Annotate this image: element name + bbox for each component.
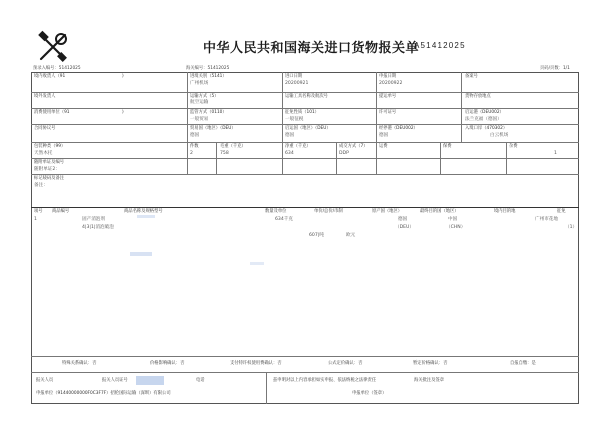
insurance-label: 保费 bbox=[443, 144, 452, 149]
freight-label: 运费 bbox=[379, 144, 388, 149]
record-no-label: 备案号 bbox=[465, 74, 478, 79]
terms-value: DDP bbox=[339, 151, 349, 156]
entry-port-value: 广州机场 bbox=[190, 81, 209, 86]
transport-label: 运输方式（5） bbox=[190, 94, 219, 99]
declaring-unit-seal-label: 申报单位（签章） bbox=[352, 391, 387, 396]
customs-no-label: 海关编号： bbox=[186, 66, 208, 71]
document-number: A51412025 bbox=[414, 41, 466, 50]
vehicle-label: 运输工具名称及航次号 bbox=[285, 94, 328, 99]
consumer-paren: ) bbox=[122, 110, 124, 115]
declarant-label: 报关人员 bbox=[36, 378, 54, 383]
entry-port-label: 进境关别（5141） bbox=[190, 74, 227, 79]
declare-date-value: 20200922 bbox=[379, 81, 403, 86]
supervision-label: 监管方式（0110） bbox=[190, 110, 227, 115]
price-influence-confirm: 价格影响确认：否 bbox=[150, 361, 185, 366]
goods-qty1: 634千克 bbox=[275, 217, 293, 222]
gross-weight-value: 758 bbox=[220, 151, 229, 156]
docs-value: 随附单证2： bbox=[34, 167, 60, 172]
customs-no-value: 51412025 bbox=[207, 66, 230, 71]
misc-value: 1 bbox=[554, 151, 557, 156]
declaring-unit: 申报单位（91440000000F0C3F7F）招伦国际运输（深圳）有限公司 bbox=[36, 391, 171, 396]
storage-label: 货物存放地点 bbox=[465, 94, 491, 99]
provisional-price-confirm: 暂定价格确认：否 bbox=[413, 361, 448, 366]
trade-country-value: 德国 bbox=[190, 133, 200, 138]
package-value: 天然木托 bbox=[34, 151, 53, 156]
redaction-mark bbox=[250, 262, 264, 265]
origin-port-label: 启运港（DEU002） bbox=[465, 110, 504, 115]
origin-country-value: 德国 bbox=[285, 133, 295, 138]
net-weight-label: 净重（千克） bbox=[285, 144, 311, 149]
self-report-confirm: 自报自缴：是 bbox=[510, 361, 536, 366]
goods-origin: 德国 bbox=[398, 217, 408, 222]
marks-label: 标记唛码及备注 bbox=[34, 176, 65, 181]
goods-qty2: 607|吨 bbox=[309, 233, 324, 238]
goods-name-line2: 4|3|1|消泡破泡 bbox=[82, 225, 114, 230]
levy-value: 一般征税 bbox=[285, 117, 304, 122]
misc-label: 杂费 bbox=[509, 144, 518, 149]
redaction-mark bbox=[137, 215, 155, 218]
goods-header-levy: 征免 bbox=[557, 209, 566, 214]
goods-currency: 欧元 bbox=[346, 233, 356, 238]
terms-label: 成交方式（7） bbox=[339, 144, 368, 149]
redaction-mark bbox=[136, 376, 164, 385]
overseas-shipper-label: 境外发货人 bbox=[34, 94, 56, 99]
formula-pricing-confirm: 公式定价确认：否 bbox=[328, 361, 363, 366]
prerecord-value: 51412025 bbox=[58, 66, 81, 71]
goods-header-price: 单价/总价/币制 bbox=[314, 209, 343, 214]
consignee-paren: ) bbox=[122, 74, 124, 79]
page-label: 页码/页数： bbox=[540, 66, 563, 71]
goods-header-domestic: 境内目的地 bbox=[494, 209, 516, 214]
page-value: 1/1 bbox=[562, 66, 570, 71]
goods-origin-code: （DEU） bbox=[395, 225, 414, 230]
goods-domestic: 广州市花地 bbox=[535, 217, 558, 222]
contract-label: 合同协议号 bbox=[34, 126, 56, 131]
customs-remark-label: 海关批注及签章 bbox=[414, 378, 445, 383]
prerecord-label: 预录入编号： bbox=[33, 66, 59, 71]
royalty-confirm: 支付特许权使用费确认：否 bbox=[230, 361, 282, 366]
goods-dest: 中国 bbox=[448, 217, 458, 222]
goods-header-qty: 数量及单位 bbox=[265, 209, 287, 214]
consumer-label: 消费使用单位（91 bbox=[34, 110, 70, 115]
declarant-cert-label: 报关人员证号 bbox=[102, 378, 128, 383]
entry-place-label: 入境口岸（470302） bbox=[465, 126, 508, 131]
goods-levy-code: （1） bbox=[565, 225, 578, 230]
customs-emblem bbox=[36, 30, 70, 64]
net-weight-value: 634 bbox=[285, 151, 294, 156]
goods-header-origin: 原产国（地区） bbox=[372, 209, 403, 214]
goods-header-no: 项号 bbox=[34, 209, 43, 214]
remarks-value: 备注： bbox=[34, 183, 48, 188]
pieces-label: 件数 bbox=[190, 144, 199, 149]
origin-country-label: 启运国（地区）（DEU） bbox=[285, 126, 331, 131]
pieces-value: 2 bbox=[190, 151, 193, 156]
entry-place-value: 白云机场 bbox=[490, 133, 509, 138]
goods-name-line1: 固产消泡剂 bbox=[82, 217, 105, 222]
customs-emblem-icon bbox=[36, 30, 70, 64]
goods-header-dest: 最终目的国（地区） bbox=[420, 209, 459, 214]
import-date-value: 20200921 bbox=[285, 81, 309, 86]
package-label: 包装种类（99） bbox=[34, 144, 66, 149]
consignee-label: 境内收货人（91 bbox=[34, 74, 66, 79]
goods-dest-code: （CHN） bbox=[446, 225, 466, 230]
origin-port-value: 法兰克福（德国） bbox=[465, 117, 502, 122]
gross-weight-label: 毛重（千克） bbox=[220, 144, 246, 149]
declare-date-label: 申报日期 bbox=[379, 74, 397, 79]
declaration-statement: 兹申明对以上内容承担如实申报、依法纳税之法律责任 bbox=[273, 378, 377, 383]
transit-port-value: 德国 bbox=[379, 133, 389, 138]
special-relation-confirm: 特殊关系确认：否 bbox=[62, 361, 97, 366]
transport-value: 航空运输 bbox=[190, 100, 209, 105]
bol-label: 提运单号 bbox=[379, 94, 397, 99]
goods-no: 1 bbox=[34, 217, 37, 222]
import-date-label: 进口日期 bbox=[285, 74, 303, 79]
goods-header-name: 商品名称及规格型号 bbox=[124, 209, 163, 214]
supervision-value: 一般贸易 bbox=[190, 117, 209, 122]
phone-label: 电话 bbox=[196, 378, 205, 383]
goods-header-code: 商品编号 bbox=[52, 209, 70, 214]
levy-label: 征免性质（101） bbox=[285, 110, 319, 115]
license-label: 许可证号 bbox=[379, 110, 397, 115]
trade-country-label: 贸易国（地区）（DEU） bbox=[190, 126, 236, 131]
docs-label: 随附单证及编号 bbox=[34, 160, 65, 165]
page-title: 中华人民共和国海关进口货物报关单 bbox=[203, 41, 420, 56]
transit-port-label: 经停港（DEU002） bbox=[379, 126, 418, 131]
redaction-mark bbox=[130, 252, 152, 256]
